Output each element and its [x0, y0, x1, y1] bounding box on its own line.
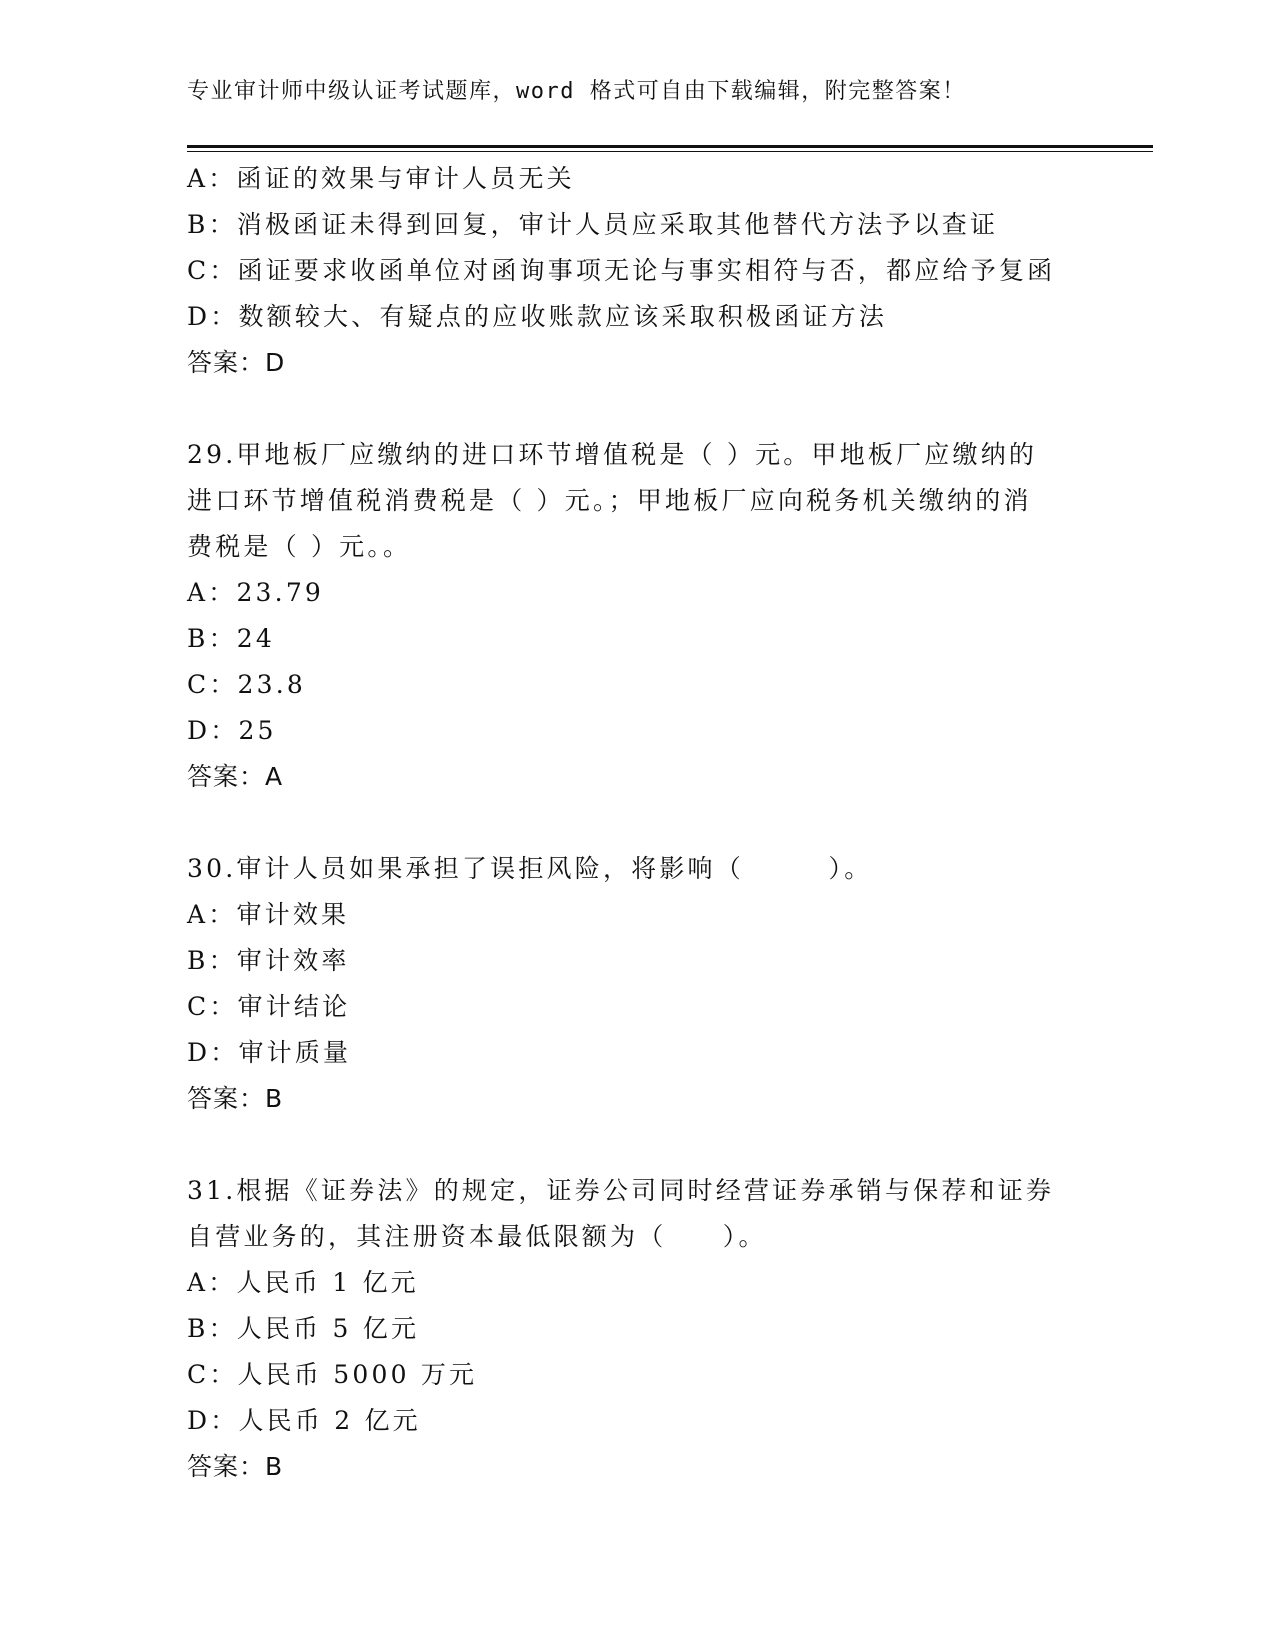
option-d: D：25 — [187, 716, 277, 745]
question-stem: 进口环节增值税消费税是（ ）元。；甲地板厂应向税务机关缴纳的消 — [187, 486, 1032, 515]
option-b: B：人民币 5 亿元 — [187, 1314, 420, 1343]
page-header: 专业审计师中级认证考试题库，word 格式可自由下载编辑，附完整答案！ — [187, 79, 966, 104]
header-divider-thin — [187, 151, 1153, 152]
header-divider-thick — [187, 145, 1153, 148]
question-block — [187, 846, 1087, 1122]
question-stem: 自营业务的，其注册资本最低限额为（ ）。 — [187, 1222, 767, 1251]
option-b: B：消极函证未得到回复，审计人员应采取其他替代方法予以查证 — [187, 210, 999, 239]
option-b: B：审计效率 — [187, 946, 350, 975]
option-d: D：数额较大、有疑点的应收账款应该采取积极函证方法 — [187, 302, 888, 331]
question-stem: 31.根据《证券法》的规定，证券公司同时经营证券承销与保荐和证券 — [187, 1176, 1055, 1205]
option-d: D：人民币 2 亿元 — [187, 1406, 421, 1435]
question-list — [187, 156, 1087, 1490]
question-block — [187, 156, 1087, 386]
option-a: A：审计效果 — [187, 900, 350, 929]
option-a: A：23.79 — [187, 578, 325, 607]
option-c: C：审计结论 — [187, 992, 351, 1021]
answer: 答案：B — [187, 1084, 284, 1113]
question-stem: 30.审计人员如果承担了误拒风险，将影响（ ）。 — [187, 854, 873, 883]
option-b: B：24 — [187, 624, 275, 653]
option-d: D：审计质量 — [187, 1038, 352, 1067]
option-c: C：人民币 5000 万元 — [187, 1360, 478, 1389]
question-stem: 29.甲地板厂应缴纳的进口环节增值税是（ ）元。甲地板厂应缴纳的 — [187, 440, 1038, 469]
question-stem: 费税是（ ）元。。 — [187, 532, 412, 561]
answer: 答案：D — [187, 348, 286, 377]
option-c: C：23.8 — [187, 670, 306, 699]
option-a: A：函证的效果与审计人员无关 — [187, 164, 575, 193]
answer: 答案：A — [187, 762, 284, 791]
question-block — [187, 432, 1087, 800]
option-a: A：人民币 1 亿元 — [187, 1268, 419, 1297]
question-block — [187, 1168, 1087, 1490]
option-c: C：函证要求收函单位对函询事项无论与事实相符与否，都应给予复函 — [187, 256, 1056, 285]
answer: 答案：B — [187, 1452, 284, 1481]
